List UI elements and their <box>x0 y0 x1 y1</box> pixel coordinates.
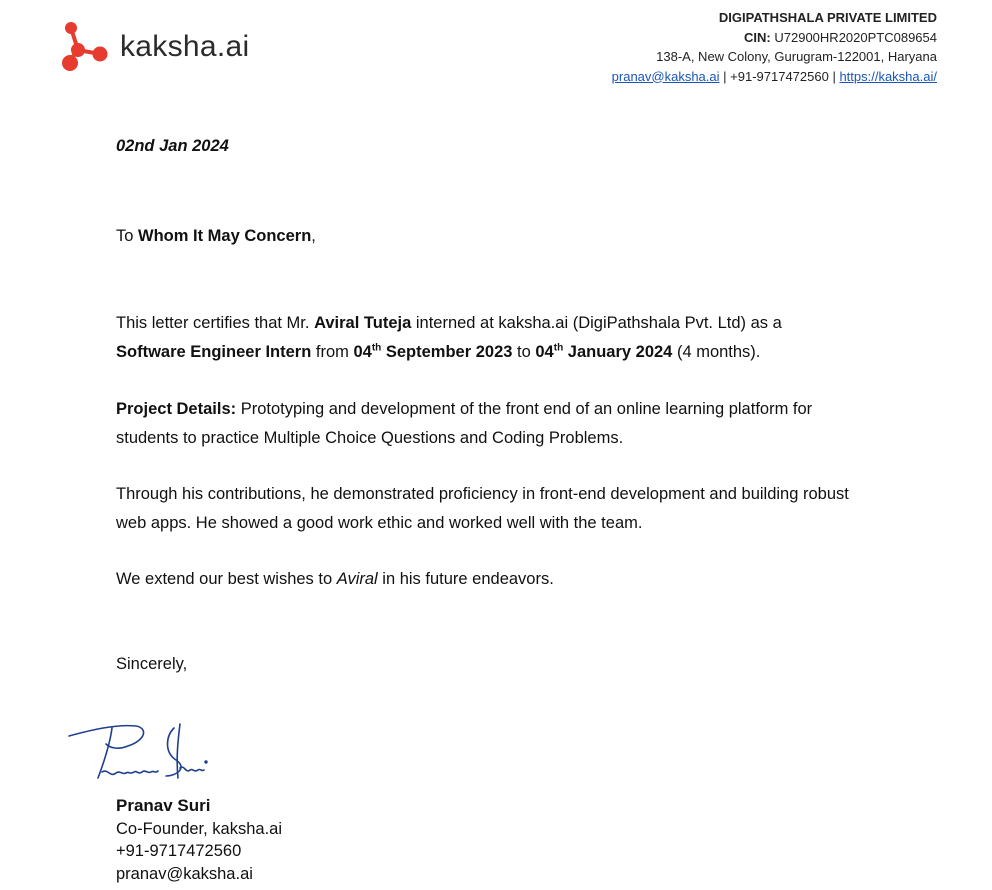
start-day-suffix: th <box>371 342 382 353</box>
signer-email: pranav@kaksha.ai <box>116 864 253 883</box>
company-name: DIGIPATHSHALA PRIVATE LIMITED <box>718 10 937 25</box>
p1-text: This letter certifies that Mr. <box>116 314 315 332</box>
p4-text: We extend our best wishes to <box>116 570 337 588</box>
company-email-link[interactable]: pranav@kaksha.ai <box>611 68 720 84</box>
logo-wordmark: kaksha.ai <box>120 30 250 63</box>
company-header <box>612 8 937 86</box>
p1-text: interned at kaksha.ai (DigiPathshala Pvt. Ltd) as a <box>411 314 782 332</box>
salutation-prefix: To <box>116 227 139 245</box>
company-contact <box>612 67 937 87</box>
signature-image <box>66 718 216 784</box>
company-address: 138-A, New Colony, Gurugram-122001, Haryana <box>656 49 937 64</box>
p1-text: (4 months). <box>672 342 761 361</box>
contact-separator: | <box>719 68 731 84</box>
closing: Sincerely, <box>116 655 188 673</box>
start-day: 04 <box>353 342 372 361</box>
intern-name: Aviral Tuteja <box>314 314 412 332</box>
p4-text: in his future endeavors. <box>377 570 554 588</box>
start-date <box>353 343 512 361</box>
letter-date: 02nd Jan 2024 <box>116 137 229 155</box>
intern-role: Software Engineer Intern <box>116 342 312 361</box>
signer-name: Pranav Suri <box>116 796 211 815</box>
contributions-paragraph: Through his contributions, he demonstrated proficiency in front-end development and building robust web apps. He showed a good work ethic and worked well with the team. <box>116 485 849 532</box>
signer-block <box>116 795 282 885</box>
company-cin <box>612 28 937 48</box>
salutation-suffix: , <box>311 227 316 245</box>
company-website-link[interactable]: https://kaksha.ai/ <box>839 68 937 84</box>
salutation <box>116 227 316 246</box>
end-day-suffix: th <box>553 342 564 353</box>
project-details-paragraph <box>116 395 816 452</box>
p1-text: from <box>311 342 354 361</box>
signer-title: Co-Founder, kaksha.ai <box>116 819 283 838</box>
wishes-paragraph <box>116 565 896 594</box>
certification-paragraph <box>116 309 896 366</box>
company-phone: +91-9717472560 <box>730 68 829 84</box>
contact-separator: | <box>828 68 840 84</box>
signer-phone: +91-9717472560 <box>116 842 242 860</box>
end-month-year: January 2024 <box>563 342 673 361</box>
project-details-text: Prototyping and development of the front end of an online learning platform for students to practice Multiple Choice Questions and Coding Problems. <box>116 400 813 447</box>
project-details-label: Project Details: <box>116 400 237 418</box>
kaksha-logo-icon <box>60 20 112 74</box>
company-logo <box>60 20 249 74</box>
p1-text: to <box>512 342 536 361</box>
end-date <box>535 343 672 361</box>
cin-label: CIN: <box>744 29 771 45</box>
handwritten-signature <box>66 718 216 789</box>
cin-value: U72900HR2020PTC089654 <box>770 29 937 45</box>
intern-first-name: Aviral <box>336 570 378 588</box>
salutation-recipient: Whom It May Concern <box>138 227 312 245</box>
end-day: 04 <box>535 342 554 361</box>
start-month-year: September 2023 <box>381 342 513 361</box>
